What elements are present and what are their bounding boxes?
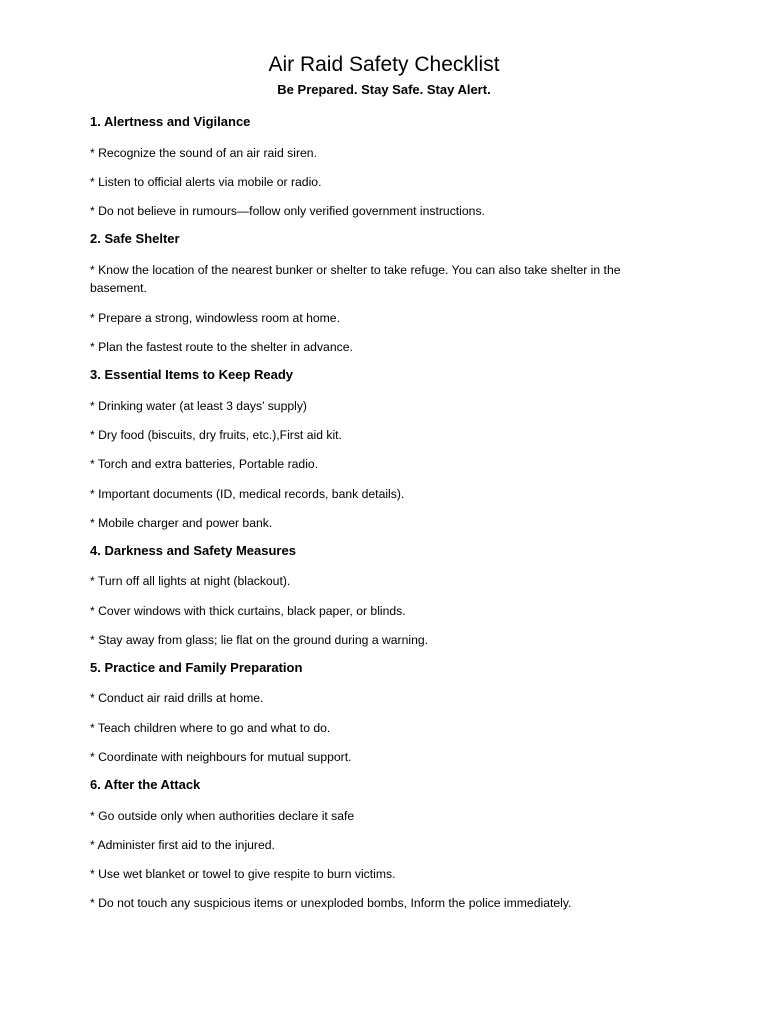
checklist-body	[90, 114, 665, 923]
checklist-item: * Do not touch any suspicious items or unexploded bombs, Inform the police immediately.	[90, 896, 572, 911]
checklist-item: * Prepare a strong, windowless room at home.	[90, 311, 340, 326]
checklist-item: * Conduct air raid drills at home.	[90, 691, 264, 706]
checklist-item: * Recognize the sound of an air raid siren.	[90, 145, 317, 160]
checklist-item: * Mobile charger and power bank.	[90, 515, 273, 530]
checklist-item: * Coordinate with neighbours for mutual support.	[90, 749, 352, 764]
checklist-item: * Important documents (ID, medical records, bank details).	[90, 486, 405, 501]
checklist-item: * Drinking water (at least 3 days’ supply)	[90, 398, 307, 413]
checklist-item: * Do not believe in rumours—follow only verified government instructions.	[90, 203, 485, 218]
checklist-item: * Use wet blanket or towel to give respite to burn victims.	[90, 866, 396, 881]
section-heading: 4. Darkness and Safety Measures	[90, 542, 296, 558]
section-safe-shelter	[90, 231, 665, 357]
checklist-item: * Teach children where to go and what to do.	[90, 720, 331, 735]
section-heading: 2. Safe Shelter	[90, 231, 180, 247]
section-family-preparation	[90, 660, 665, 766]
section-heading: 3. Essential Items to Keep Ready	[90, 367, 294, 383]
checklist-item: * Dry food (biscuits, dry fruits, etc.),First aid kit.	[90, 428, 342, 443]
checklist-item: * Cover windows with thick curtains, black paper, or blinds.	[90, 603, 406, 618]
checklist-item: * Turn off all lights at night (blackout).	[90, 574, 291, 589]
checklist-item: * Go outside only when authorities declare it safe	[90, 808, 355, 823]
section-heading: 6. After the Attack	[90, 777, 201, 792]
section-alertness	[90, 114, 665, 220]
section-heading: 5. Practice and Family Preparation	[90, 659, 303, 675]
section-darkness-safety	[90, 543, 665, 649]
checklist-item: * Listen to official alerts via mobile or radio.	[90, 174, 322, 189]
section-after-attack	[90, 777, 665, 913]
checklist-item: * Know the location of the nearest bunker or shelter to take refuge. You can also take shelter in the basement.	[90, 262, 621, 296]
checklist-item: * Administer first aid to the injured.	[90, 837, 275, 852]
section-essential-items	[90, 367, 665, 532]
document-subtitle: Be Prepared. Stay Safe. Stay Alert.	[277, 82, 491, 97]
document-title: Air Raid Safety Checklist	[268, 53, 500, 76]
checklist-item: * Stay away from glass; lie flat on the ground during a warning.	[90, 632, 429, 647]
checklist-item: * Torch and extra batteries, Portable radio.	[90, 457, 319, 472]
checklist-item: * Plan the fastest route to the shelter in advance.	[90, 340, 353, 355]
section-heading: 1. Alertness and Vigilance	[90, 114, 251, 129]
